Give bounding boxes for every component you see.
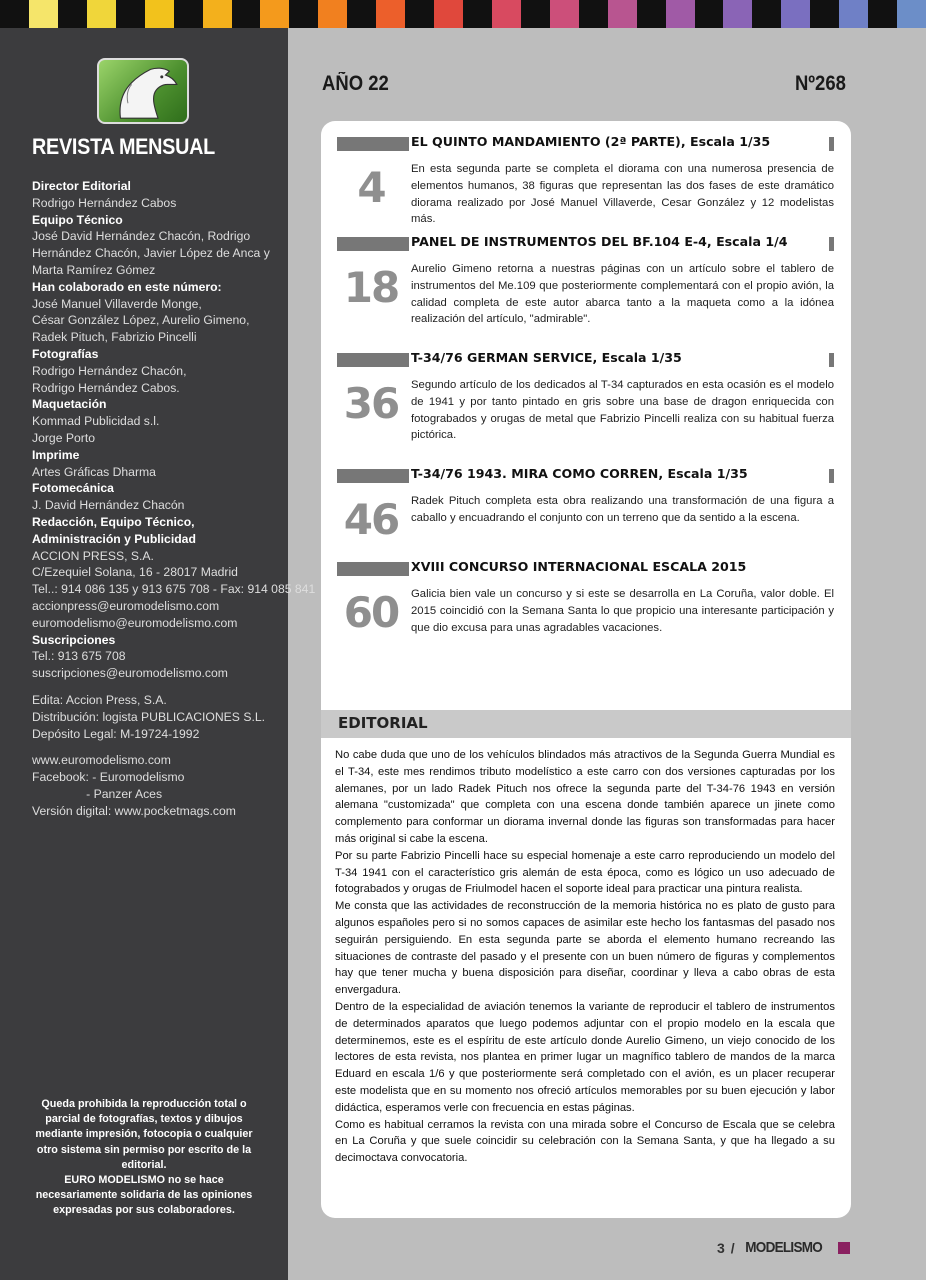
editorial-title: EDITORIAL: [338, 714, 428, 732]
title-bar: [337, 237, 409, 251]
credit-label: Maquetación: [32, 397, 107, 412]
credit-line: Kommad Publicidad s.l.: [32, 414, 160, 429]
legal-notice: [30, 1097, 258, 1219]
magazine-logo: [97, 58, 189, 124]
credit-line: suscripciones@euromodelismo.com: [32, 666, 228, 681]
credit-line: www.euromodelismo.com: [32, 753, 171, 768]
article-summary: Segundo artículo de los dedicados al T-34 capturados en esta ocasión es el modelo de 1941 y por tanto pintado en gris sobre una base de dragon enriquecida con fotograbados y orugas de metal que Fabrizio Pincelli realiza con su habitual fuerza pictórica.: [411, 379, 834, 442]
credit-label: Fotografías: [32, 346, 99, 361]
credit-line: Edita: Accion Press, S.A.: [32, 692, 167, 707]
color-swatch: [868, 0, 926, 28]
color-swatch: [521, 0, 579, 28]
color-swatch: [810, 0, 868, 28]
color-swatch: [116, 0, 174, 28]
color-swatch: [0, 0, 58, 28]
credit-line: J. David Hernández Chacón: [32, 498, 185, 513]
issue-number: Nº268: [795, 72, 846, 95]
credit-line: euromodelismo@euromodelismo.com: [32, 615, 238, 630]
article-title: XVIII CONCURSO INTERNACIONAL ESCALA 2015: [411, 559, 747, 574]
credit-line: Rodrigo Hernández Chacón,: [32, 363, 187, 378]
title-bar: [337, 137, 409, 151]
credit-line: - Panzer Aces: [32, 786, 163, 801]
brand-square-icon: [838, 1242, 850, 1254]
credit-label: Suscripciones: [32, 632, 116, 647]
color-swatch: [174, 0, 232, 28]
credit-line: Tel..: 914 086 135 y 913 675 708 - Fax: 914 085 841: [32, 582, 316, 597]
credit-line: César González López, Aurelio Gimeno,: [32, 313, 250, 328]
credit-label: Director Editorial: [32, 179, 131, 193]
credit-gap: [32, 682, 288, 692]
legal-line: parcial de fotografías, textos y dibujos: [45, 1113, 243, 1126]
color-swatch: [58, 0, 116, 28]
color-strip: [0, 0, 926, 28]
article-title: PANEL DE INSTRUMENTOS DEL BF.104 E-4, Escala 1/4: [411, 234, 788, 249]
article-page-number: 18: [343, 263, 399, 312]
article-page-number: 46: [343, 495, 399, 544]
footer: [717, 1239, 850, 1256]
title-end-bar: [829, 469, 834, 483]
credit-line: Distribución: logista PUBLICACIONES S.L.: [32, 709, 266, 724]
credit-label: Administración y Publicidad: [32, 531, 196, 546]
legal-line: EURO MODELISMO no se hace: [64, 1174, 224, 1187]
credit-line: Jorge Porto: [32, 430, 96, 445]
article-page-number: 60: [343, 588, 399, 637]
credit-label: Han colaborado en este número:: [32, 279, 222, 294]
credit-label: Equipo Técnico: [32, 212, 123, 227]
credit-line: Rodrigo Hernández Cabos.: [32, 380, 180, 395]
credit-line: Tel.: 913 675 708: [32, 649, 126, 664]
legal-line: otro sistema sin permiso por escrito de la: [36, 1143, 252, 1156]
brand-name: MODELISMO: [744, 1239, 822, 1256]
title-bar: [337, 562, 409, 576]
article-title: T-34/76 1943. MIRA COMO CORREN, Escala 1/35: [411, 466, 748, 481]
credits: [32, 178, 316, 819]
contents-card: [321, 121, 851, 1218]
credit-label: Imprime: [32, 447, 80, 462]
color-swatch: [405, 0, 463, 28]
title-end-bar: [829, 353, 834, 367]
credit-label: Fotomecánica: [32, 481, 114, 496]
title-bar: [337, 353, 409, 367]
editorial-paragraph: Dentro de la especialidad de aviación tenemos la variante de reproducir el tablero de instrumentos de determinados aparatos que luego podemos adjuntar con el propio modelo en la escala que determinemos, este es el espíritu de este artículo donde Aurelio Gimeno, un viejo conocido de los lectores de esta revista, nos plantea en primer lugar un magnífico tablero de mandos de la marca Eduard en escala 1/6 y que posteriormente será completado con el avión, es un placer recuperar este modelista que en su momento nos ofreció artículos memorables por su buen ejecución y labor didáctica, esperamos verle con frecuencia en estas páginas.: [335, 1000, 835, 1114]
color-swatch: [752, 0, 810, 28]
article-title: EL QUINTO MANDAMIENTO (2ª PARTE), Escala 1/35: [411, 134, 771, 149]
editorial-header: [321, 710, 851, 738]
color-swatch: [579, 0, 637, 28]
credit-line: Hernández Chacón, Javier López de Anca y: [32, 246, 270, 261]
title-end-bar: [829, 137, 834, 151]
credit-line: Artes Gráficas Dharma: [32, 464, 156, 479]
color-swatch: [637, 0, 695, 28]
credit-line: Depósito Legal: M-19724-1992: [32, 726, 200, 741]
credit-line: Radek Pituch, Fabrizio Pincelli: [32, 330, 197, 345]
credit-line: Rodrigo Hernández Cabos: [32, 195, 177, 210]
article-summary: Radek Pituch completa esta obra realizando una transformación de una figura a caballo y encuadrando el conjunto con un terreno que da sentido a la escena.: [411, 495, 834, 524]
legal-line: Queda prohibida la reproducción total o: [41, 1098, 247, 1110]
editorial-body: [335, 747, 835, 1167]
horse-head-icon: [99, 60, 187, 122]
article-summary: En esta segunda parte se completa el diorama con una numerosa presencia de elementos humanos, 38 figuras que representan las dos fases de este dramático diorama realizado por José Manuel Villaverde, Cesar González y 12 modelistas más.: [411, 163, 834, 226]
editorial-paragraph: Como es habitual cerramos la revista con una mirada sobre el Concurso de Escala que se celebra en La Coruña y que suele coincidir su celebración con la Semana Santa, y que ha llegado a su decimoctava convocatoria.: [335, 1118, 835, 1165]
footer-separator: /: [730, 1239, 735, 1256]
credit-line: Versión digital: www.pocketmags.com: [32, 803, 236, 818]
article-page-number: 4: [357, 163, 385, 212]
credit-line: accionpress@euromodelismo.com: [32, 598, 220, 613]
article-title: T-34/76 GERMAN SERVICE, Escala 1/35: [411, 350, 682, 365]
article-page-number: 36: [343, 379, 399, 428]
legal-line: mediante impresión, fotocopia o cualquier: [35, 1128, 253, 1141]
color-swatch: [347, 0, 405, 28]
title-end-bar: [829, 237, 834, 251]
page-number: 3: [717, 1239, 725, 1256]
article-summary: Galicia bien vale un concurso y si este se desarrolla en La Coruña, valor doble. El 2015 coincidió con la Semana Santa lo que propicio una interesante participación y que dio excusa para unas agradables vacaciones.: [411, 588, 834, 634]
credit-line: C/Ezequiel Solana, 16 - 28017 Madrid: [32, 565, 238, 580]
credit-line: José David Hernández Chacón, Rodrigo: [32, 229, 251, 244]
credit-line: José Manuel Villaverde Monge,: [32, 296, 202, 311]
sidebar: [0, 28, 316, 1280]
article-summary: Aurelio Gimeno retorna a nuestras páginas con un artículo sobre el tablero de instrumentos del Me.109 que posteriormente complementará con el propio avión, la calidad completa de este autor abarca tanto a la maqueta como a la idónea realización del artículo, "admirable".: [411, 263, 834, 326]
issue-year: AÑO 22: [322, 72, 389, 95]
credit-line: Facebook: - Euromodelismo: [32, 770, 185, 785]
editorial-paragraph: No cabe duda que uno de los vehículos blindados más atractivos de la Segunda Guerra Mundial es el T-34, este mes rendimos tributo modelístico a este carro con dos versiones capturadas por los alemanes, por un lado Radek Pituch nos ofrece la segunda parte del T-34-76 1943 en versión alemana "customizada" que completa con una escena donde también aparece un jinete como complemento para conformar un diorama invernal donde las figuras son transformadas para hacer más original si cabe la escena.: [335, 749, 835, 845]
legal-line: expresadas por sus colaboradores.: [53, 1204, 235, 1217]
title-bar: [337, 469, 409, 483]
color-swatch: [695, 0, 753, 28]
legal-line: editorial.: [121, 1158, 167, 1171]
color-swatch: [289, 0, 347, 28]
credit-label: Redacción, Equipo Técnico,: [32, 514, 195, 529]
legal-line: necesariamente solidaria de las opiniones: [35, 1189, 253, 1202]
sidebar-heading: REVISTA MENSUAL: [32, 134, 215, 159]
editorial-paragraph: Por su parte Fabrizio Pincelli hace su especial homenaje a este carro reproduciendo un modelo del T-34 1941 con el característico gris alemán de esta época, como es lógico un uso adecuado de fotograbados y orugas de Friulmodel hacen el soporte ideal para practicar una pintura realista.: [335, 849, 835, 896]
editorial-paragraph: Me consta que las actividades de reconstrucción de la memoria histórica no es plato de gusto para algunos españoles pero si no somos capaces de asimilar este hecho los fantasmas del pasado nos seguirán persiguiendo. En esta segunda parte se aborda el elemento humano recreando las situaciones de contraste del pasado y el presente con un buen número de figuras y complementos hay que tener mucha y buena disposición para diseñar, coordinar y lleva a cabo obras de esta envergadura.: [335, 900, 835, 997]
credit-line: ACCION PRESS, S.A.: [32, 548, 154, 563]
credit-line: Marta Ramírez Gómez: [32, 262, 156, 277]
color-swatch: [463, 0, 521, 28]
color-swatch: [232, 0, 290, 28]
credit-gap: [32, 742, 288, 752]
